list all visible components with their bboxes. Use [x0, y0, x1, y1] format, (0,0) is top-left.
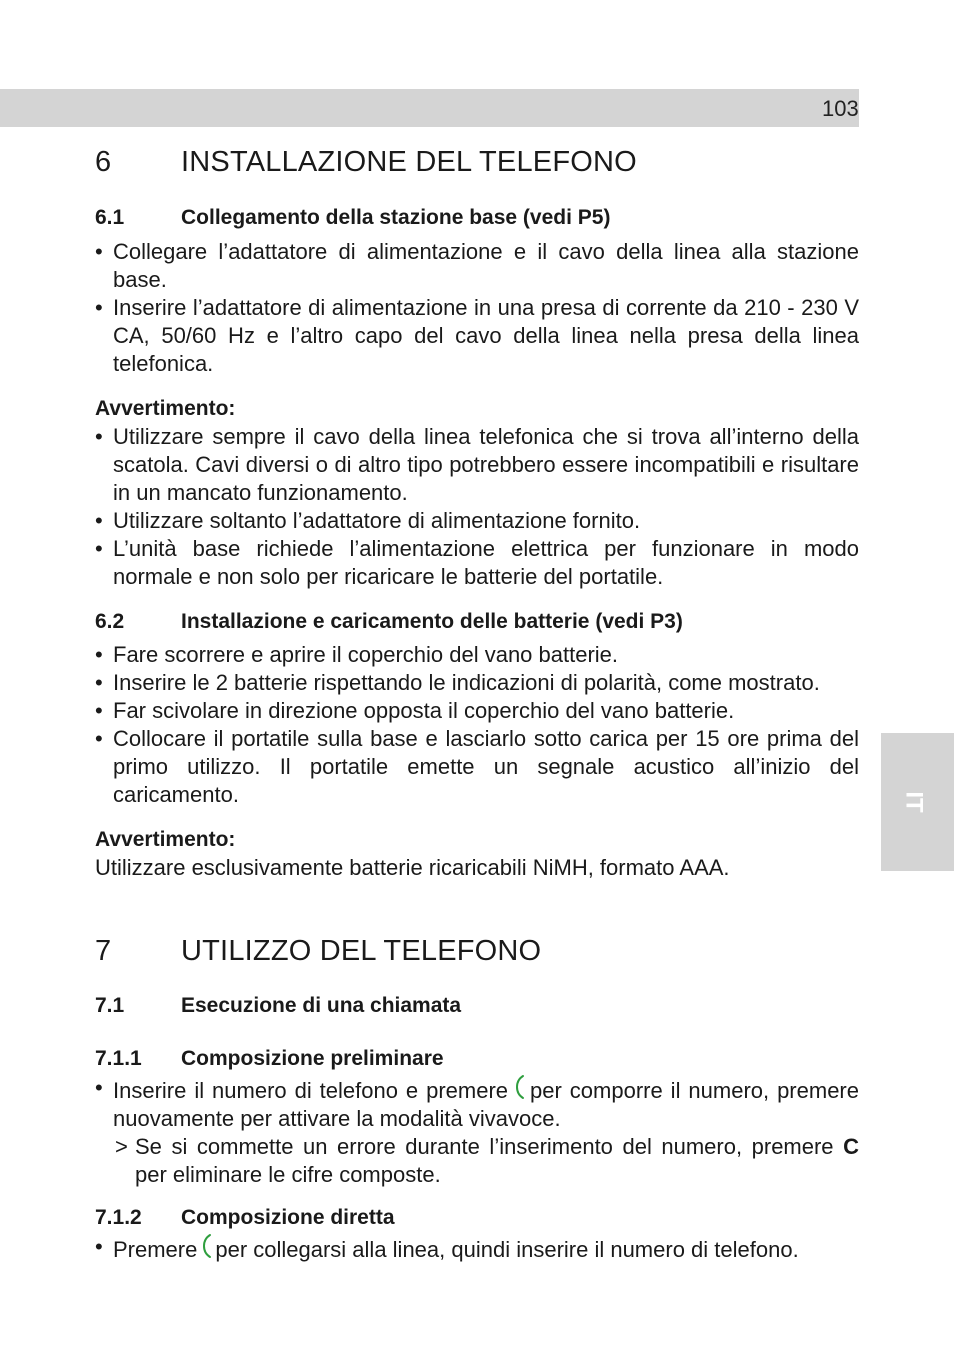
sub-item-text: Se si commette un errore durante l’inserimento del numero, premere	[135, 1134, 834, 1159]
section-6-2-heading	[95, 610, 859, 634]
section-number: 7	[95, 935, 112, 967]
section-number: 6	[95, 146, 112, 178]
subsection-title: Collegamento della stazione base (vedi P5)	[181, 206, 611, 229]
section-6-1-heading	[95, 206, 859, 230]
bullet-text-end: per collegarsi alla linea, quindi inserire il numero di telefono.	[215, 1237, 799, 1262]
section-title: INSTALLAZIONE DEL TELEFONO	[181, 146, 637, 178]
subsection-number: 7.1.1	[95, 1047, 142, 1070]
header-bar	[0, 89, 820, 127]
warning-text: Utilizzare esclusivamente batterie ricaricabili NiMH, formato AAA.	[95, 855, 730, 880]
list-item: • L’unità base richiede l’alimentazione elettrica per funzionare in modo normale e non solo per ricaricare le batterie del portatile.	[95, 535, 859, 591]
bullet-text-start: Premere	[113, 1237, 198, 1262]
subsection-number: 6.2	[95, 610, 125, 633]
subsection-title: Composizione diretta	[181, 1206, 395, 1229]
section-7-1-1-heading	[95, 1047, 859, 1071]
section-7-1-2-list	[95, 1233, 859, 1264]
section-7-1-heading	[95, 994, 859, 1018]
section-7-1-2-heading	[95, 1206, 859, 1230]
section-7-heading	[95, 935, 859, 968]
language-tab-label: IT	[900, 791, 928, 813]
subsection-title: Composizione preliminare	[181, 1047, 444, 1070]
subsection-number: 7.1	[95, 994, 125, 1017]
c-key-label: C	[843, 1134, 859, 1159]
subsection-title: Esecuzione di una chiamata	[181, 994, 462, 1017]
list-item: • Inserire le 2 batterie rispettando le indicazioni di polarità, come mostrato.	[95, 669, 859, 697]
subsection-title: Installazione e caricamento delle batterie (vedi P3)	[181, 610, 683, 633]
section-title: UTILIZZO DEL TELEFONO	[181, 935, 542, 967]
section-6-2-list	[95, 641, 859, 809]
subsection-number: 6.1	[95, 206, 125, 229]
phone-call-icon	[512, 1074, 526, 1100]
bullet-text-start: Inserire il numero di telefono e premere	[113, 1078, 509, 1103]
list-item: • Collocare il portatile sulla base e lasciarlo sotto carica per 15 ore prima del primo utilizzo. Il portatile emette un segnale acustico all’inizio del caricamento.	[95, 725, 859, 809]
page-number: 103	[822, 96, 859, 121]
sub-item-marker: >	[115, 1134, 128, 1159]
bullet-text-end: per comporre il numero, premere nuovamente per attivare la modalità vivavoce.	[113, 1078, 859, 1131]
warning-list	[95, 423, 859, 591]
list-item: • Inserire l’adattatore di alimentazione in una presa di corrente da 210 - 230 V CA, 50/60 Hz e l’altro capo del cavo della linea nella presa della linea telefonica.	[95, 294, 859, 378]
list-item	[95, 1074, 859, 1133]
list-item	[95, 1233, 859, 1264]
section-6-1-list	[95, 238, 859, 378]
section-7-1-1-list	[95, 1074, 859, 1189]
language-tab	[881, 733, 954, 871]
warning-label: Avvertimento:	[95, 397, 236, 420]
list-item: • Fare scorrere e aprire il coperchio del vano batterie.	[95, 641, 859, 669]
warning-label: Avvertimento:	[95, 828, 236, 851]
sub-item-text-end: per eliminare le cifre composte.	[135, 1162, 441, 1187]
phone-call-icon	[199, 1233, 213, 1259]
list-item: • Utilizzare sempre il cavo della linea telefonica che si trova all’interno della scatola. Cavi diversi o di altro tipo potrebbero essere incompatibili e risultare in un mancato funzionamento.	[95, 423, 859, 507]
list-item: • Collegare l’adattatore di alimentazione e il cavo della linea alla stazione base.	[95, 238, 859, 294]
list-item: • Utilizzare soltanto l’adattatore di alimentazione fornito.	[95, 507, 859, 535]
sub-item	[95, 1133, 859, 1189]
section-6-heading	[95, 146, 859, 179]
list-item: • Far scivolare in direzione opposta il coperchio del vano batterie.	[95, 697, 859, 725]
subsection-number: 7.1.2	[95, 1206, 142, 1229]
